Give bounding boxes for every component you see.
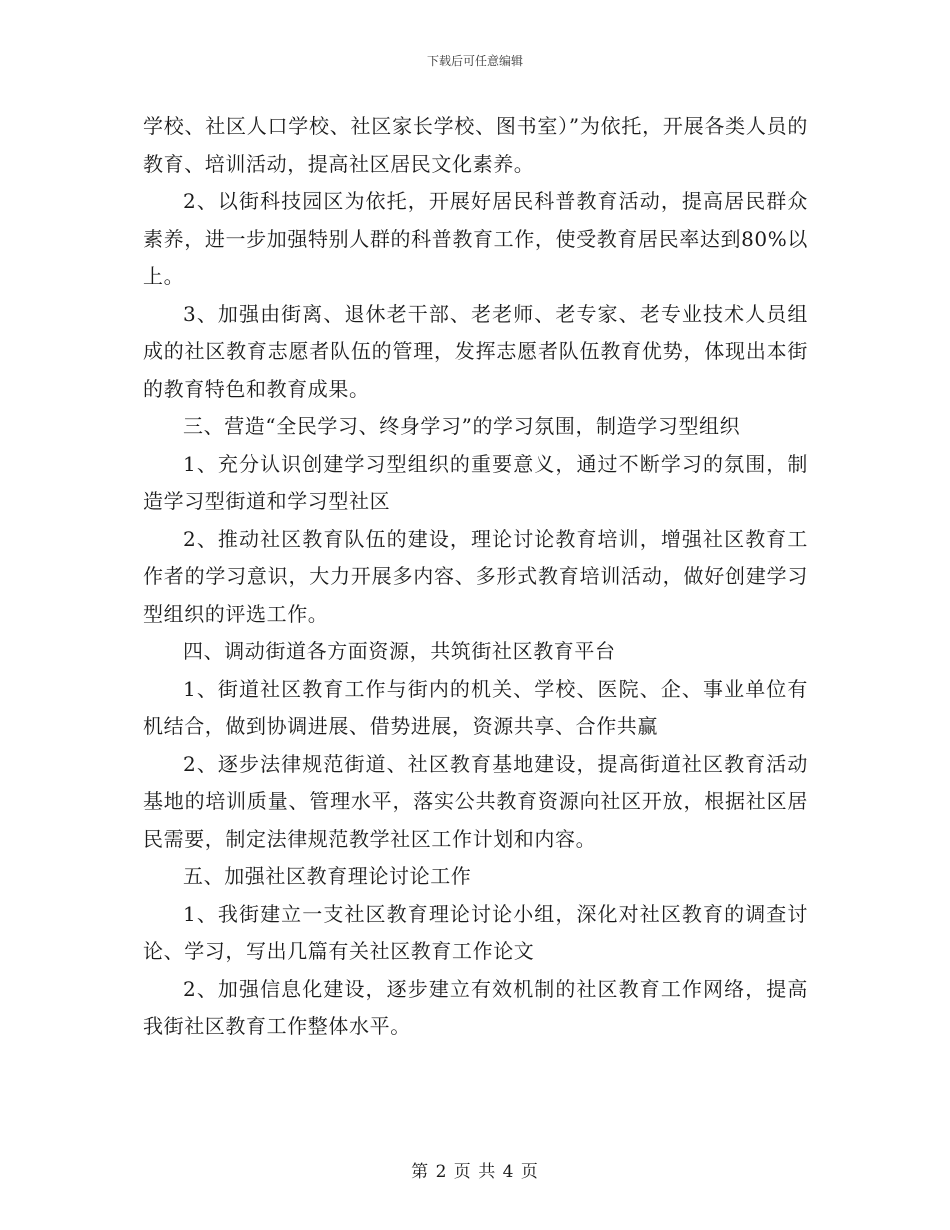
section-heading-4: 四、调动街道各方面资源，共筑街社区教育平台 [183, 639, 616, 663]
paragraph-section5-item-1: 1、我街建立一支社区教育理论讨论小组，深化对社区教育的调查讨论、学习，写出几篇有关社区教育工作论文 [143, 901, 808, 963]
paragraph-section4-item-1: 1、街道社区教育工作与街内的机关、学校、医院、企、事业单位有机结合，做到协调进展、借势进展，资源共享、合作共赢 [143, 676, 808, 738]
paragraph-item-3: 3、加强由街离、退休老干部、老老师、老专家、老专业技术人员组成的社区教育志愿者队伍的管理，发挥志愿者队伍教育优势，体现出本街的教育特色和教育成果。 [143, 301, 808, 401]
paragraph-section4-item-2: 2、逐步法律规范街道、社区教育基地建设，提高街道社区教育活动基地的培训质量、管理水平，落实公共教育资源向社区开放，根据社区居民需要，制定法律规范教学社区工作计划和内容。 [143, 751, 808, 851]
section-heading-3: 三、营造“全民学习、终身学习”的学习氛围，制造学习型组织 [183, 414, 741, 438]
document-body [143, 108, 808, 1046]
page-number-footer: 第 2 页 共 4 页 [411, 1162, 539, 1182]
paragraph-item-2: 2、以街科技园区为依托，开展好居民科普教育活动，提高居民群众素养，进一步加强特别人群的科普教育工作，使受教育居民率达到80%以上。 [143, 189, 808, 288]
paragraph-continuation: 学校、社区人口学校、社区家长学校、图书室）”为依托，开展各类人员的教育、培训活动，提高社区居民文化素养。 [143, 114, 808, 176]
page-header: 下载后可任意编辑 [426, 54, 523, 68]
section-heading-5: 五、加强社区教育理论讨论工作 [183, 864, 472, 888]
paragraph-section3-item-1: 1、充分认识创建学习型组织的重要意义，通过不断学习的氛围，制造学习型街道和学习型社区 [143, 451, 808, 513]
paragraph-section5-item-2: 2、加强信息化建设，逐步建立有效机制的社区教育工作网络，提高我街社区教育工作整体水平。 [143, 976, 808, 1038]
paragraph-section3-item-2: 2、推动社区教育队伍的建设，理论讨论教育培训，增强社区教育工作者的学习意识，大力开展多内容、多形式教育培训活动，做好创建学习型组织的评选工作。 [143, 526, 808, 626]
